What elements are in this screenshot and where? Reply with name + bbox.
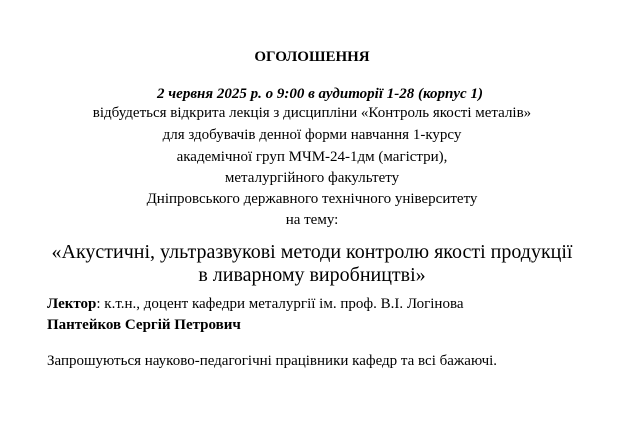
lecturer-label: Лектор <box>47 296 97 312</box>
announcement-line-2: для здобувачів денної форми навчання 1-курсу <box>162 127 462 143</box>
lecturer-details: : к.т.н., доцент кафедри металургії ім. проф. В.І. Логінова <box>96 296 464 312</box>
lecturer-line <box>47 295 464 313</box>
announcement-line-1: відбудеться відкрита лекція з дисципліни «Контроль якості металів» <box>92 105 532 121</box>
announcement-line-3: академічної груп МЧМ-24-1дм (магістри), <box>176 149 448 165</box>
announcement-line-6: на тему: <box>285 212 339 228</box>
announcement-line-4: металургійного факультету <box>224 170 400 186</box>
lecturer-name: Пантейков Сергій Петрович <box>47 317 241 333</box>
event-date-line: 2 червня 2025 р. о 9:00 в аудиторії 1-28 (корпус 1) <box>157 86 483 102</box>
announcement-title: ОГОЛОШЕННЯ <box>254 49 370 65</box>
invitation-text: Запрошуються науково-педагогічні працівники кафедр та всі бажаючі. <box>47 353 498 369</box>
lecture-topic-line-2: в ливарному виробництві» <box>198 264 426 286</box>
announcement-line-5: Дніпровського державного технічного університету <box>146 191 478 207</box>
lecture-topic-line-1: «Акустичні, ультразвукові методи контролю якості продукції <box>51 241 573 263</box>
